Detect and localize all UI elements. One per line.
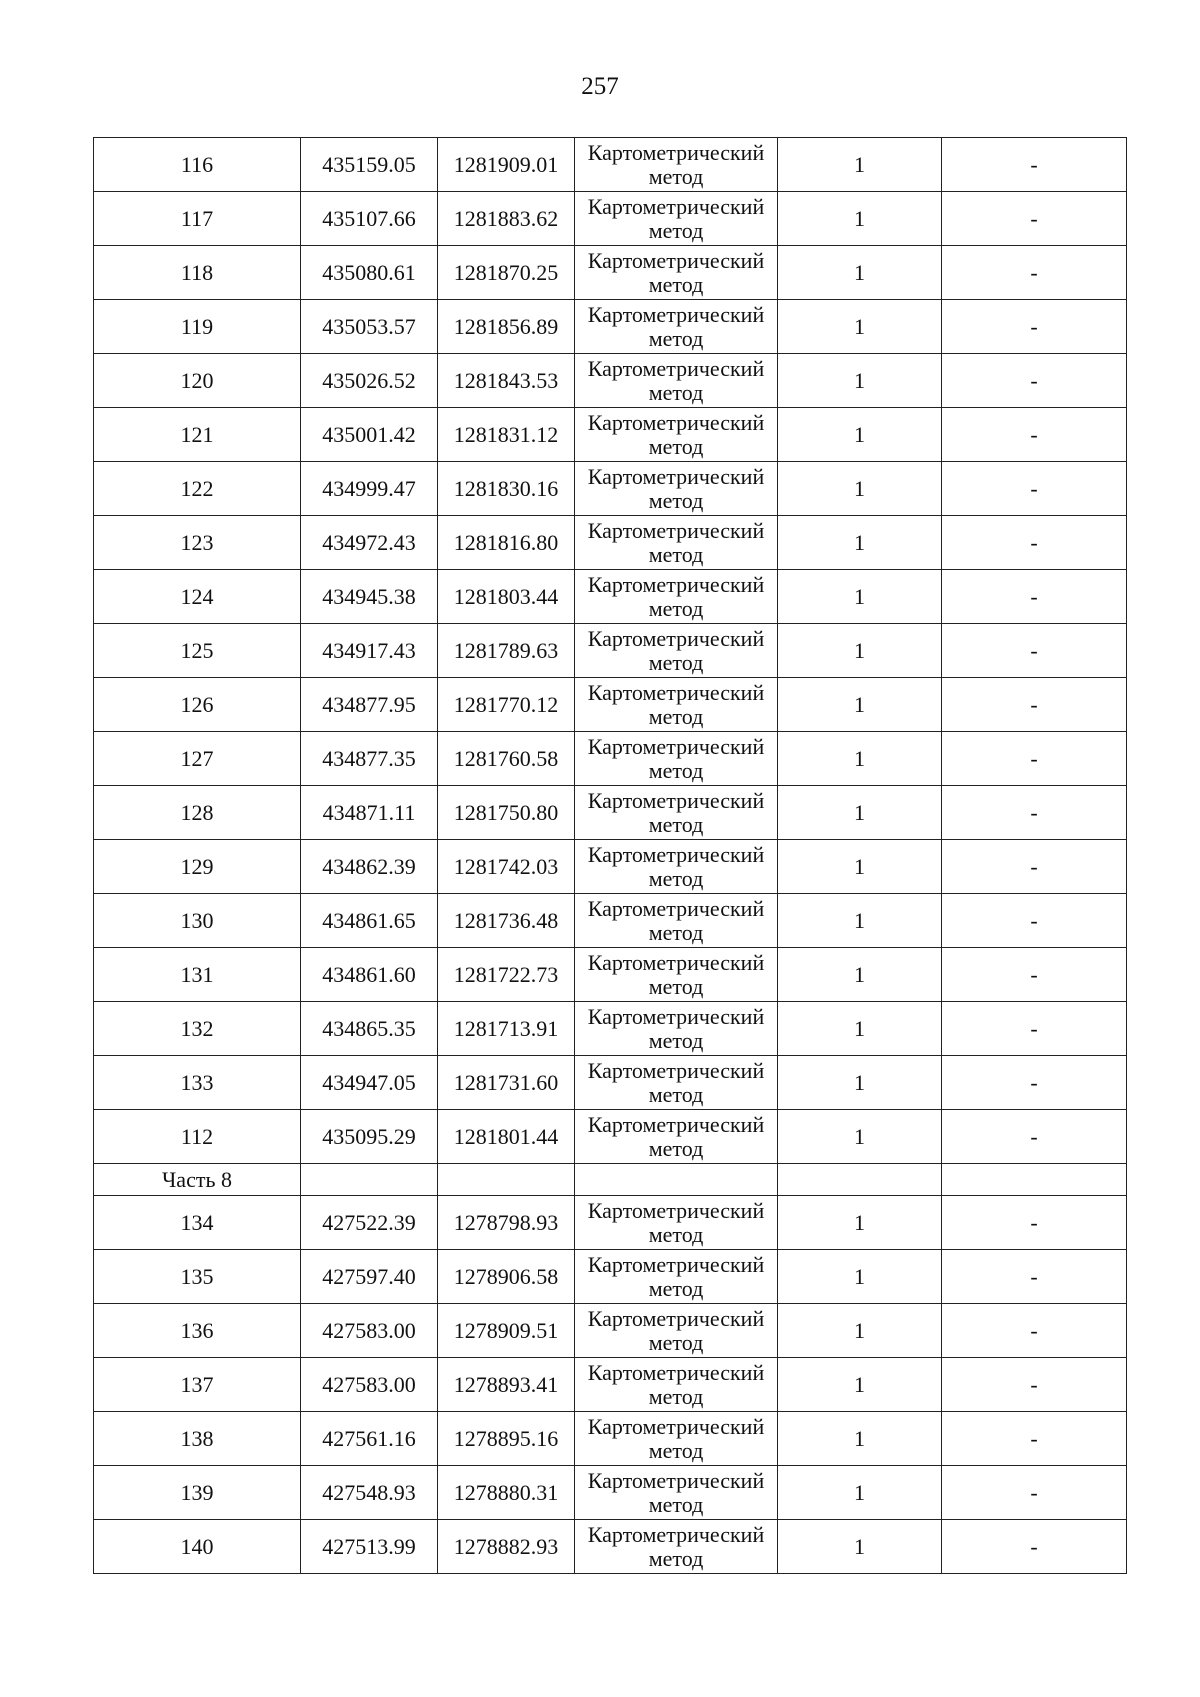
method-cell xyxy=(575,138,778,192)
point-number-cell: 131 xyxy=(94,948,301,1002)
x-coordinate-cell: 434871.11 xyxy=(301,786,438,840)
note-cell: - xyxy=(942,1110,1127,1164)
y-coordinate-cell: 1281736.48 xyxy=(438,894,575,948)
table-row xyxy=(94,570,1127,624)
note-cell: - xyxy=(942,624,1127,678)
method-line-2: метод xyxy=(648,164,704,189)
coordinates-table-body xyxy=(94,138,1127,1574)
method-line-1: Картометрический xyxy=(587,302,765,327)
method-line-1: Картометрический xyxy=(587,1252,765,1277)
table-row xyxy=(94,462,1127,516)
note-cell: - xyxy=(942,300,1127,354)
x-coordinate-cell: 427583.00 xyxy=(301,1358,438,1412)
point-number-cell: 133 xyxy=(94,1056,301,1110)
accuracy-cell: 1 xyxy=(778,408,942,462)
y-coordinate-cell: 1281760.58 xyxy=(438,732,575,786)
accuracy-cell: 1 xyxy=(778,1358,942,1412)
method-line-2: метод xyxy=(648,1492,704,1517)
x-coordinate-cell: 435001.42 xyxy=(301,408,438,462)
method-line-2: метод xyxy=(648,1546,704,1571)
table-row xyxy=(94,300,1127,354)
method-line-1: Картометрический xyxy=(587,734,765,759)
point-number-cell: 134 xyxy=(94,1196,301,1250)
x-coordinate-cell: 434877.35 xyxy=(301,732,438,786)
accuracy-cell: 1 xyxy=(778,1412,942,1466)
method-line-1: Картометрический xyxy=(587,1112,765,1137)
y-coordinate-cell: 1281870.25 xyxy=(438,246,575,300)
x-coordinate-cell: 434861.60 xyxy=(301,948,438,1002)
x-coordinate-cell: 434999.47 xyxy=(301,462,438,516)
y-coordinate-cell: 1278909.51 xyxy=(438,1304,575,1358)
accuracy-cell: 1 xyxy=(778,948,942,1002)
point-number-cell: 138 xyxy=(94,1412,301,1466)
table-row xyxy=(94,1110,1127,1164)
point-number-cell: 126 xyxy=(94,678,301,732)
point-number-cell: 118 xyxy=(94,246,301,300)
note-cell: - xyxy=(942,1056,1127,1110)
accuracy-cell: 1 xyxy=(778,1056,942,1110)
note-cell: - xyxy=(942,192,1127,246)
table-row xyxy=(94,1412,1127,1466)
method-cell xyxy=(575,1304,778,1358)
point-number-cell: 127 xyxy=(94,732,301,786)
method-line-1: Картометрический xyxy=(587,680,765,705)
note-cell: - xyxy=(942,948,1127,1002)
method-line-2: метод xyxy=(648,758,704,783)
x-coordinate-cell: 435053.57 xyxy=(301,300,438,354)
method-line-1: Картометрический xyxy=(587,842,765,867)
point-number-cell: 132 xyxy=(94,1002,301,1056)
method-line-2: метод xyxy=(648,1384,704,1409)
note-cell: - xyxy=(942,408,1127,462)
accuracy-cell: 1 xyxy=(778,1250,942,1304)
method-cell xyxy=(575,1250,778,1304)
y-coordinate-cell: 1281883.62 xyxy=(438,192,575,246)
method-cell xyxy=(575,1358,778,1412)
method-line-1: Картометрический xyxy=(587,1468,765,1493)
method-line-1: Картометрический xyxy=(587,518,765,543)
method-cell xyxy=(575,408,778,462)
method-cell xyxy=(575,354,778,408)
table-row xyxy=(94,948,1127,1002)
y-coordinate-cell: 1278895.16 xyxy=(438,1412,575,1466)
method-cell xyxy=(575,1520,778,1574)
y-coordinate-cell: 1281770.12 xyxy=(438,678,575,732)
method-cell xyxy=(575,1002,778,1056)
method-cell xyxy=(575,786,778,840)
note-cell: - xyxy=(942,354,1127,408)
note-cell: - xyxy=(942,894,1127,948)
method-line-2: метод xyxy=(648,704,704,729)
empty-cell xyxy=(301,1164,438,1196)
x-coordinate-cell: 434877.95 xyxy=(301,678,438,732)
note-cell: - xyxy=(942,1520,1127,1574)
method-line-1: Картометрический xyxy=(587,140,765,165)
x-coordinate-cell: 435159.05 xyxy=(301,138,438,192)
method-line-2: метод xyxy=(648,1222,704,1247)
accuracy-cell: 1 xyxy=(778,1002,942,1056)
accuracy-cell: 1 xyxy=(778,840,942,894)
method-line-1: Картометрический xyxy=(587,1414,765,1439)
y-coordinate-cell: 1281742.03 xyxy=(438,840,575,894)
x-coordinate-cell: 434917.43 xyxy=(301,624,438,678)
point-number-cell: 124 xyxy=(94,570,301,624)
note-cell: - xyxy=(942,1304,1127,1358)
accuracy-cell: 1 xyxy=(778,894,942,948)
method-line-1: Картометрический xyxy=(587,572,765,597)
x-coordinate-cell: 434861.65 xyxy=(301,894,438,948)
y-coordinate-cell: 1281909.01 xyxy=(438,138,575,192)
y-coordinate-cell: 1278882.93 xyxy=(438,1520,575,1574)
point-number-cell: 121 xyxy=(94,408,301,462)
note-cell: - xyxy=(942,462,1127,516)
method-line-1: Картометрический xyxy=(587,464,765,489)
method-line-2: метод xyxy=(648,1438,704,1463)
table-row xyxy=(94,732,1127,786)
point-number-cell: 135 xyxy=(94,1250,301,1304)
method-cell xyxy=(575,1110,778,1164)
point-number-cell: 129 xyxy=(94,840,301,894)
note-cell: - xyxy=(942,138,1127,192)
table-row xyxy=(94,786,1127,840)
method-cell xyxy=(575,840,778,894)
table-row xyxy=(94,354,1127,408)
method-cell xyxy=(575,1412,778,1466)
accuracy-cell: 1 xyxy=(778,192,942,246)
method-line-2: метод xyxy=(648,326,704,351)
accuracy-cell: 1 xyxy=(778,732,942,786)
table-row xyxy=(94,1358,1127,1412)
method-line-2: метод xyxy=(648,542,704,567)
y-coordinate-cell: 1281801.44 xyxy=(438,1110,575,1164)
x-coordinate-cell: 427548.93 xyxy=(301,1466,438,1520)
accuracy-cell: 1 xyxy=(778,678,942,732)
method-cell xyxy=(575,1196,778,1250)
x-coordinate-cell: 435095.29 xyxy=(301,1110,438,1164)
method-cell xyxy=(575,894,778,948)
method-line-2: метод xyxy=(648,1276,704,1301)
point-number-cell: 139 xyxy=(94,1466,301,1520)
point-number-cell: 122 xyxy=(94,462,301,516)
y-coordinate-cell: 1281831.12 xyxy=(438,408,575,462)
y-coordinate-cell: 1281856.89 xyxy=(438,300,575,354)
accuracy-cell: 1 xyxy=(778,516,942,570)
point-number-cell: 136 xyxy=(94,1304,301,1358)
x-coordinate-cell: 435026.52 xyxy=(301,354,438,408)
method-line-1: Картометрический xyxy=(587,1058,765,1083)
method-line-1: Картометрический xyxy=(587,788,765,813)
method-line-2: метод xyxy=(648,434,704,459)
coordinates-table xyxy=(93,137,1127,1574)
empty-cell xyxy=(575,1164,778,1196)
method-line-1: Картометрический xyxy=(587,896,765,921)
empty-cell xyxy=(438,1164,575,1196)
method-line-2: метод xyxy=(648,650,704,675)
x-coordinate-cell: 427513.99 xyxy=(301,1520,438,1574)
method-line-1: Картометрический xyxy=(587,356,765,381)
table-row xyxy=(94,894,1127,948)
method-line-2: метод xyxy=(648,1330,704,1355)
method-cell xyxy=(575,1056,778,1110)
method-line-2: метод xyxy=(648,1082,704,1107)
accuracy-cell: 1 xyxy=(778,354,942,408)
x-coordinate-cell: 435080.61 xyxy=(301,246,438,300)
accuracy-cell: 1 xyxy=(778,138,942,192)
method-cell xyxy=(575,678,778,732)
table-row xyxy=(94,1002,1127,1056)
x-coordinate-cell: 427597.40 xyxy=(301,1250,438,1304)
accuracy-cell: 1 xyxy=(778,1520,942,1574)
y-coordinate-cell: 1281843.53 xyxy=(438,354,575,408)
x-coordinate-cell: 427583.00 xyxy=(301,1304,438,1358)
empty-cell xyxy=(942,1164,1127,1196)
method-line-1: Картометрический xyxy=(587,950,765,975)
x-coordinate-cell: 434947.05 xyxy=(301,1056,438,1110)
method-line-2: метод xyxy=(648,974,704,999)
method-line-1: Картометрический xyxy=(587,248,765,273)
method-line-2: метод xyxy=(648,218,704,243)
method-line-1: Картометрический xyxy=(587,410,765,435)
point-number-cell: 117 xyxy=(94,192,301,246)
note-cell: - xyxy=(942,1196,1127,1250)
accuracy-cell: 1 xyxy=(778,1110,942,1164)
point-number-cell: 137 xyxy=(94,1358,301,1412)
y-coordinate-cell: 1281750.80 xyxy=(438,786,575,840)
note-cell: - xyxy=(942,1358,1127,1412)
table-row xyxy=(94,1056,1127,1110)
accuracy-cell: 1 xyxy=(778,1304,942,1358)
method-line-2: метод xyxy=(648,272,704,297)
accuracy-cell: 1 xyxy=(778,570,942,624)
method-cell xyxy=(575,192,778,246)
method-cell xyxy=(575,624,778,678)
point-number-cell: 123 xyxy=(94,516,301,570)
point-number-cell: 140 xyxy=(94,1520,301,1574)
x-coordinate-cell: 427561.16 xyxy=(301,1412,438,1466)
note-cell: - xyxy=(942,678,1127,732)
empty-cell xyxy=(778,1164,942,1196)
x-coordinate-cell: 434972.43 xyxy=(301,516,438,570)
method-cell xyxy=(575,1466,778,1520)
y-coordinate-cell: 1281722.73 xyxy=(438,948,575,1002)
accuracy-cell: 1 xyxy=(778,1466,942,1520)
method-line-1: Картометрический xyxy=(587,1198,765,1223)
method-line-2: метод xyxy=(648,866,704,891)
method-cell xyxy=(575,462,778,516)
note-cell: - xyxy=(942,840,1127,894)
method-line-1: Картометрический xyxy=(587,1306,765,1331)
method-line-2: метод xyxy=(648,488,704,513)
method-line-1: Картометрический xyxy=(587,1360,765,1385)
point-number-cell: 116 xyxy=(94,138,301,192)
section-row xyxy=(94,1164,1127,1196)
page-number: 257 xyxy=(581,73,619,100)
note-cell: - xyxy=(942,1250,1127,1304)
method-line-1: Картометрический xyxy=(587,194,765,219)
y-coordinate-cell: 1281830.16 xyxy=(438,462,575,516)
y-coordinate-cell: 1278906.58 xyxy=(438,1250,575,1304)
accuracy-cell: 1 xyxy=(778,1196,942,1250)
note-cell: - xyxy=(942,516,1127,570)
method-cell xyxy=(575,570,778,624)
accuracy-cell: 1 xyxy=(778,300,942,354)
method-cell xyxy=(575,516,778,570)
note-cell: - xyxy=(942,246,1127,300)
table-row xyxy=(94,1196,1127,1250)
table-row xyxy=(94,138,1127,192)
y-coordinate-cell: 1278893.41 xyxy=(438,1358,575,1412)
y-coordinate-cell: 1281803.44 xyxy=(438,570,575,624)
method-line-2: метод xyxy=(648,1028,704,1053)
note-cell: - xyxy=(942,1412,1127,1466)
y-coordinate-cell: 1281731.60 xyxy=(438,1056,575,1110)
point-number-cell: 130 xyxy=(94,894,301,948)
section-label-cell: Часть 8 xyxy=(94,1164,301,1196)
y-coordinate-cell: 1278798.93 xyxy=(438,1196,575,1250)
method-line-1: Картометрический xyxy=(587,1004,765,1029)
x-coordinate-cell: 434865.35 xyxy=(301,1002,438,1056)
method-line-1: Картометрический xyxy=(587,626,765,651)
point-number-cell: 125 xyxy=(94,624,301,678)
accuracy-cell: 1 xyxy=(778,786,942,840)
x-coordinate-cell: 434862.39 xyxy=(301,840,438,894)
x-coordinate-cell: 427522.39 xyxy=(301,1196,438,1250)
table-row xyxy=(94,192,1127,246)
x-coordinate-cell: 435107.66 xyxy=(301,192,438,246)
method-cell xyxy=(575,300,778,354)
y-coordinate-cell: 1281816.80 xyxy=(438,516,575,570)
table-row xyxy=(94,1250,1127,1304)
table-row xyxy=(94,246,1127,300)
note-cell: - xyxy=(942,732,1127,786)
point-number-cell: 120 xyxy=(94,354,301,408)
method-line-2: метод xyxy=(648,920,704,945)
method-line-1: Картометрический xyxy=(587,1522,765,1547)
note-cell: - xyxy=(942,1466,1127,1520)
point-number-cell: 112 xyxy=(94,1110,301,1164)
method-line-2: метод xyxy=(648,596,704,621)
point-number-cell: 128 xyxy=(94,786,301,840)
note-cell: - xyxy=(942,570,1127,624)
method-cell xyxy=(575,246,778,300)
table-row xyxy=(94,624,1127,678)
table-row xyxy=(94,678,1127,732)
note-cell: - xyxy=(942,786,1127,840)
table-row xyxy=(94,840,1127,894)
accuracy-cell: 1 xyxy=(778,246,942,300)
y-coordinate-cell: 1281713.91 xyxy=(438,1002,575,1056)
table-row xyxy=(94,1520,1127,1574)
y-coordinate-cell: 1281789.63 xyxy=(438,624,575,678)
method-line-2: метод xyxy=(648,380,704,405)
table-row xyxy=(94,1466,1127,1520)
y-coordinate-cell: 1278880.31 xyxy=(438,1466,575,1520)
method-line-2: метод xyxy=(648,812,704,837)
method-cell xyxy=(575,732,778,786)
table-row xyxy=(94,1304,1127,1358)
note-cell: - xyxy=(942,1002,1127,1056)
table-row xyxy=(94,516,1127,570)
accuracy-cell: 1 xyxy=(778,624,942,678)
accuracy-cell: 1 xyxy=(778,462,942,516)
method-cell xyxy=(575,948,778,1002)
x-coordinate-cell: 434945.38 xyxy=(301,570,438,624)
table-row xyxy=(94,408,1127,462)
method-line-2: метод xyxy=(648,1136,704,1161)
point-number-cell: 119 xyxy=(94,300,301,354)
